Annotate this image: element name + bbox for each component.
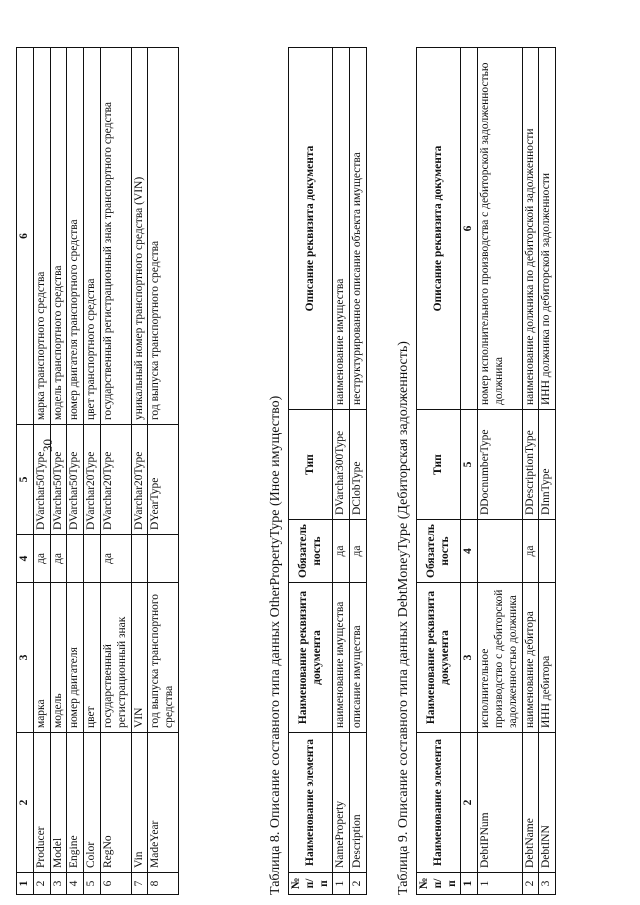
vehicle-table — [16, 47, 179, 895]
cell-type: DVarchar20Type — [84, 425, 101, 535]
table-row — [333, 48, 350, 895]
col-num-1: 1 — [461, 873, 478, 895]
vehicle-table-body — [33, 48, 178, 895]
col-num-5: 5 — [461, 410, 478, 520]
table-row — [33, 48, 50, 895]
cell-description: модель транспортного средства — [50, 48, 67, 425]
cell-description: номер исполнительного производства с дебиторской задолженностью должника — [478, 48, 522, 410]
table-row — [539, 48, 556, 895]
cell-description: номер двигателя транспортного средства — [67, 48, 84, 425]
cell-number: 1 — [478, 873, 522, 895]
table-row — [350, 48, 367, 895]
cell-obligatory — [539, 520, 556, 583]
col-num-1: 1 — [17, 873, 34, 895]
cell-type: DVarchar300Type — [333, 410, 350, 520]
header-type: Тип — [417, 410, 461, 520]
table8-caption: Таблица 8. Описание составного типа данных OtherPropertyType (Иное имущество) — [268, 395, 283, 895]
cell-obligatory — [131, 535, 148, 583]
header-oblig: Обязатель ность — [289, 520, 333, 583]
header-n: № п/п — [289, 873, 333, 895]
header-name: Наименование элемента — [417, 733, 461, 873]
col-num-2: 2 — [17, 733, 34, 873]
table8-header-row — [289, 48, 333, 895]
cell-requisite-name: исполнительное производство с дебиторской задолженностью должника — [478, 583, 522, 733]
cell-obligatory: да — [350, 520, 367, 583]
cell-requisite-name: наименование имущества — [333, 583, 350, 733]
table-row — [50, 48, 67, 895]
cell-number: 3 — [539, 873, 556, 895]
column-number-row — [17, 48, 34, 895]
cell-requisite-name: цвет — [84, 583, 101, 733]
cell-element-name: Engine — [67, 733, 84, 873]
cell-number: 2 — [33, 873, 50, 895]
page-number: 30 — [40, 439, 55, 452]
column-number-row — [461, 48, 478, 895]
other-property-table-body — [333, 48, 367, 895]
cell-type: DClobType — [350, 410, 367, 520]
cell-type: DInnType — [539, 410, 556, 520]
cell-number: 1 — [333, 873, 350, 895]
table-row — [67, 48, 84, 895]
cell-type: DVarchar50Type — [50, 425, 67, 535]
cell-obligatory — [478, 520, 522, 583]
cell-element-name: Vin — [131, 733, 148, 873]
header-req: Наименование реквизита документа — [417, 583, 461, 733]
cell-element-name: DebtName — [522, 733, 539, 873]
cell-element-name: Producer — [33, 733, 50, 873]
debt-money-table-body — [478, 48, 556, 895]
cell-requisite-name: VIN — [131, 583, 148, 733]
cell-type: DYearType — [148, 425, 179, 535]
cell-obligatory — [148, 535, 179, 583]
cell-element-name: DebtIPNum — [478, 733, 522, 873]
cell-requisite-name: марка — [33, 583, 50, 733]
table-row — [131, 48, 148, 895]
cell-type: DVarchar20Type — [131, 425, 148, 535]
cell-type: DVarchar50Type — [67, 425, 84, 535]
col-num-6: 6 — [17, 48, 34, 425]
cell-description: неструктурированное описание объекта имущества — [350, 48, 367, 410]
table9-caption: Таблица 9. Описание составного типа данных DebtMoneyType (Дебиторская задолженность) — [396, 341, 411, 895]
header-oblig: Обязатель ность — [417, 520, 461, 583]
cell-requisite-name: государственный регистрационный знак — [100, 583, 131, 733]
cell-number: 5 — [84, 873, 101, 895]
header-req: Наименование реквизита документа — [289, 583, 333, 733]
cell-obligatory — [67, 535, 84, 583]
table-row — [478, 48, 522, 895]
cell-type: DVarchar20Type — [100, 425, 131, 535]
cell-element-name: Model — [50, 733, 67, 873]
cell-description: наименование должника по дебиторской задолженности — [522, 48, 539, 410]
cell-description: год выпуска транспортного средства — [148, 48, 179, 425]
cell-description: государственный регистрационный знак транспортного средства — [100, 48, 131, 425]
cell-element-name: DebtINN — [539, 733, 556, 873]
other-property-table — [288, 47, 367, 895]
cell-description: уникальный номер транспортного средства (VIN) — [131, 48, 148, 425]
cell-type: DDescriptionType — [522, 410, 539, 520]
table-row — [100, 48, 131, 895]
cell-number: 7 — [131, 873, 148, 895]
cell-obligatory: да — [33, 535, 50, 583]
table9-header-row — [417, 48, 461, 895]
header-desc: Описание реквизита документа — [289, 48, 333, 410]
cell-requisite-name: описание имущества — [350, 583, 367, 733]
header-n: № п/п — [417, 873, 461, 895]
cell-number: 2 — [350, 873, 367, 895]
cell-element-name: Color — [84, 733, 101, 873]
table-row — [522, 48, 539, 895]
cell-element-name: NameProperty — [333, 733, 350, 873]
cell-type: DDocnumberType — [478, 410, 522, 520]
cell-description: марка транспортного средства — [33, 48, 50, 425]
cell-description: ИНН должника по дебиторской задолженности — [539, 48, 556, 410]
cell-description: наименование имущества — [333, 48, 350, 410]
cell-requisite-name: год выпуска транспортного средства — [148, 583, 179, 733]
debt-money-table — [416, 47, 556, 895]
cell-number: 4 — [67, 873, 84, 895]
cell-requisite-name: ИНН дебитора — [539, 583, 556, 733]
cell-number: 3 — [50, 873, 67, 895]
col-num-4: 4 — [17, 535, 34, 583]
col-num-2: 2 — [461, 733, 478, 873]
cell-obligatory: да — [100, 535, 131, 583]
cell-number: 6 — [100, 873, 131, 895]
cell-element-name: MadeYear — [148, 733, 179, 873]
col-num-3: 3 — [461, 583, 478, 733]
cell-obligatory: да — [333, 520, 350, 583]
cell-type: DVarchar50Type — [33, 425, 50, 535]
cell-number: 8 — [148, 873, 179, 895]
header-name: Наименование элемента — [289, 733, 333, 873]
table-row — [148, 48, 179, 895]
table-row — [84, 48, 101, 895]
col-num-4: 4 — [461, 520, 478, 583]
cell-requisite-name: номер двигателя — [67, 583, 84, 733]
cell-number: 2 — [522, 873, 539, 895]
cell-obligatory: да — [50, 535, 67, 583]
col-num-6: 6 — [461, 48, 478, 410]
col-num-3: 3 — [17, 583, 34, 733]
header-desc: Описание реквизита документа — [417, 48, 461, 410]
cell-description: цвет транспортного средства — [84, 48, 101, 425]
cell-requisite-name: модель — [50, 583, 67, 733]
cell-obligatory — [84, 535, 101, 583]
cell-element-name: Description — [350, 733, 367, 873]
cell-obligatory: да — [522, 520, 539, 583]
cell-requisite-name: наименование дебитора — [522, 583, 539, 733]
cell-element-name: RegNo — [100, 733, 131, 873]
header-type: Тип — [289, 410, 333, 520]
col-num-5: 5 — [17, 425, 34, 535]
